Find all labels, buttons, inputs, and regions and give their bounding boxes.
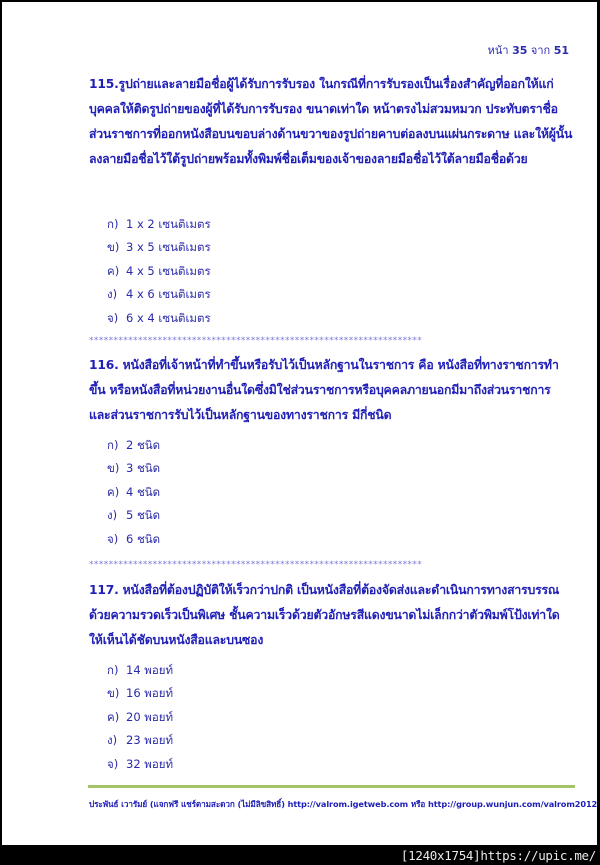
separator-line: ******************************************************************** <box>89 560 423 570</box>
choice-text: 4 x 6 เซนติเมตร <box>126 287 211 302</box>
question-115: 115.รูปถ่ายและลายมือชื่อผู้ได้รับการรับรอง ในกรณีที่การรับรองเป็นเรื่องสำคัญที่ออกให้แก่บุคคลให้ติดรูปถ่ายของผู้ที่ได้รับการรับรอง ขนาดเท่าใด หน้าตรงไม่สวมหมวก ประทับตราชื่อส่วนราชการที่ออกหนังสือบนขอบล่างด้านขวาของรูปถ่ายคาบต่อลงบนแผ่นกระดาษ และให้ผู้นั้นลงลายมือชื่อไว้ใต้รูปถ่ายพร้อมทั้งพิมพ์ชื่อเต็มของเจ้าของลายมือชื่อไว้ใต้ลายมือชื่อด้วย <box>89 77 573 166</box>
choices-116 <box>107 434 160 552</box>
choice-text: 20 พอยท์ <box>126 709 174 724</box>
choice-text: 16 พอยท์ <box>126 686 174 701</box>
choice-text: 14 พอยท์ <box>126 662 174 677</box>
choice-label: จ) <box>107 531 119 546</box>
choices-117 <box>107 659 173 777</box>
choice-label: จ) <box>107 756 119 771</box>
footer-credit: ประพันธ์ เวารัมย์ (แจกฟรี แชร์ตามสะดวก (ไม่มีลิขสิทธิ์) http://valrom.igetweb.com หรือ http://group.wunjun.com/valrom2012 <box>89 799 598 809</box>
question-117: 117. หนังสือที่ต้องปฏิบัติให้เร็วกว่าปกติ เป็นหนังสือที่ต้องจัดส่งและดำเนินการทางสารบรรณด้วยความรวดเร็วเป็นพิเศษ ชั้นความเร็วด้วยตัวอักษรสีแดงขนาดไม่เล็กกว่าตัวพิมพ์โป้งเท่าใด ให้เห็นได้ชัดบนหนังสือและบนซอง <box>89 583 560 647</box>
choice-item <box>107 706 173 730</box>
choice-item <box>107 307 211 331</box>
page-number <box>488 41 569 59</box>
page-current: 35 <box>512 44 528 57</box>
choice-label: จ) <box>107 310 119 325</box>
question-116: 116. หนังสือที่เจ้าหน้าที่ทำขึ้นหรือรับไว้เป็นหลักฐานในราชการ คือ หนังสือที่ทางราชการทำขึ้น หรือหนังสือที่หน่วยงานอื่นใดซึ่งมิใช่ส่วนราชการหรือบุคคลภายนอกมีมาถึงส่วนราชการ และส่วนราชการรับไว้เป็นหลักฐานของทางราชการ มีกี่ชนิด <box>89 358 559 422</box>
choice-label: ค) <box>107 484 120 499</box>
document-page <box>2 2 597 845</box>
choice-label: ข) <box>107 461 120 476</box>
page-of-label: จาก <box>530 44 551 57</box>
choices-115 <box>107 213 211 331</box>
choice-label: ข) <box>107 686 120 701</box>
choice-item <box>107 683 173 707</box>
choice-item <box>107 458 160 482</box>
choice-text: 5 ชนิด <box>126 508 161 523</box>
choice-item <box>107 237 211 261</box>
choice-text: 1 x 2 เซนติเมตร <box>126 216 211 231</box>
choice-text: 6 ชนิด <box>126 531 161 546</box>
choice-label: ก) <box>107 662 119 677</box>
choice-text: 3 x 5 เซนติเมตร <box>126 240 211 255</box>
choice-item <box>107 505 160 529</box>
choice-text: 23 พอยท์ <box>126 733 174 748</box>
choice-label: ง) <box>107 508 118 523</box>
choice-item <box>107 528 160 552</box>
page-label: หน้า <box>487 44 509 57</box>
choice-text: 2 ชนิด <box>126 437 161 452</box>
separator-line: ******************************************************************** <box>89 336 423 346</box>
choice-label: ง) <box>107 287 118 302</box>
choice-item <box>107 213 211 237</box>
choice-label: ก) <box>107 216 119 231</box>
image-host-watermark: [1240x1754]https://upic.me/ <box>400 848 596 863</box>
choice-text: 3 ชนิด <box>126 461 161 476</box>
choice-text: 4 x 5 เซนติเมตร <box>126 263 211 278</box>
choice-label: ค) <box>107 263 120 278</box>
choice-item <box>107 434 160 458</box>
choice-item <box>107 260 211 284</box>
choice-text: 4 ชนิด <box>126 484 161 499</box>
choice-item <box>107 730 173 754</box>
choice-label: ค) <box>107 709 120 724</box>
choice-label: ก) <box>107 437 119 452</box>
choice-label: ง) <box>107 733 118 748</box>
page-total: 51 <box>553 44 569 57</box>
choice-item <box>107 284 211 308</box>
choice-text: 6 x 4 เซนติเมตร <box>126 310 211 325</box>
footer-divider <box>88 785 575 788</box>
choice-text: 32 พอยท์ <box>126 756 174 771</box>
choice-label: ข) <box>107 240 120 255</box>
choice-item <box>107 481 160 505</box>
choice-item <box>107 659 173 683</box>
choice-item <box>107 753 173 777</box>
